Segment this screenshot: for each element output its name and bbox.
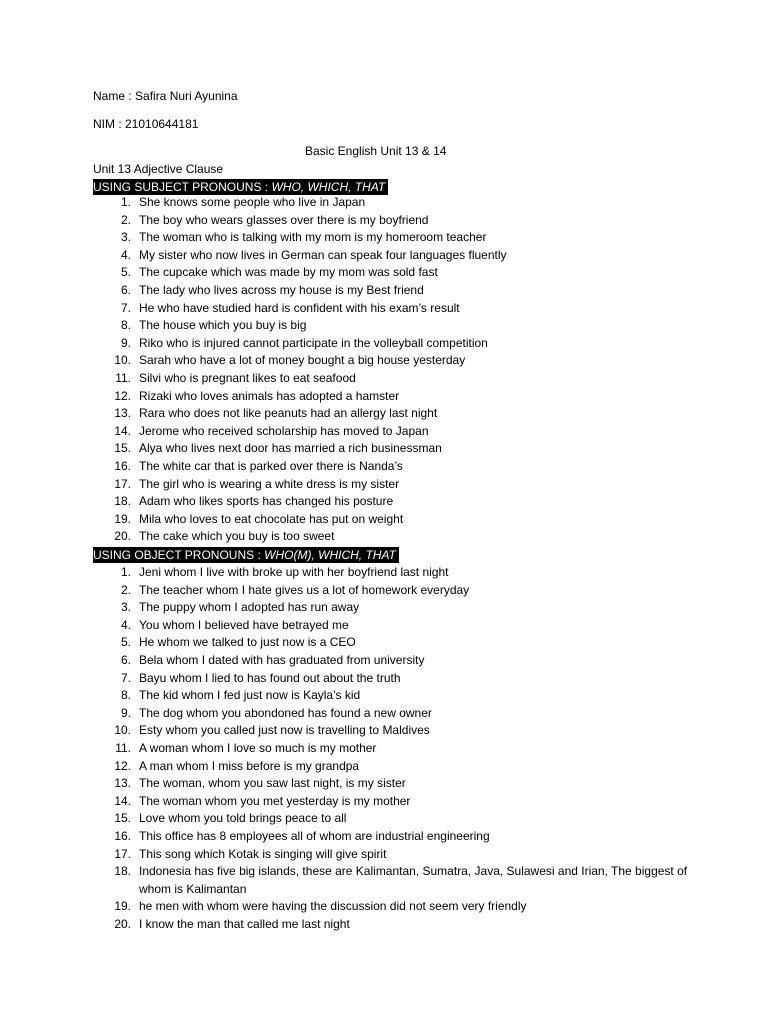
list-item-number: 6.	[120, 282, 131, 297]
list-item-text: Rizaki who loves animals has adopted a hamster	[139, 388, 400, 403]
list-item-number: 11.	[115, 370, 131, 385]
list-item-text: Rara who does not like peanuts had an allergy last night	[139, 406, 438, 421]
list-item-text: Riko who is injured cannot participate in the volleyball competition	[139, 335, 488, 350]
list-item-text: The cupcake which was made by my mom was sold fast	[139, 265, 438, 280]
list-item-number: 19.	[114, 511, 131, 526]
list-item-number: 10.	[114, 353, 131, 368]
list-item-number: 4.	[120, 247, 131, 262]
list-item-number: 10.	[114, 723, 131, 738]
list-item-text: Jerome who received scholarship has moved to Japan	[139, 423, 429, 438]
list-item-number: 13.	[114, 776, 131, 791]
list-item-text: Indonesia has five big islands, these are Kalimantan, Sumatra, Java, Sulawesi and Irian, The biggest of whom is Kalimantan	[139, 864, 688, 896]
list-item-text: He who have studied hard is confident with his exam’s result	[139, 300, 460, 315]
list-item-number: 14.	[114, 793, 131, 808]
list-item-text: Adam who likes sports has changed his posture	[139, 494, 394, 509]
list-item-number: 3.	[120, 230, 131, 245]
list-item-text: The dog whom you abondoned has found a new owner	[139, 705, 432, 720]
list-item-text: Bela whom I dated with has graduated from university	[139, 652, 425, 667]
list-item-number: 9.	[120, 335, 131, 350]
list-item-number: 12.	[114, 758, 131, 773]
list-item-number: 1.	[120, 565, 131, 579]
list-item-number: 18.	[114, 864, 131, 879]
list-item-number: 9.	[120, 705, 131, 720]
list-item-text: The woman who is talking with my mom is my homeroom teacher	[139, 230, 487, 245]
list-item-text: he men with whom were having the discussion did not seem very friendly	[139, 899, 527, 914]
document-title: Basic English Unit 13 & 14	[305, 144, 447, 158]
list-item-text: The house which you buy is big	[139, 318, 307, 333]
list-item-number: 18.	[114, 494, 131, 509]
list-item-text: Mila who loves to eat chocolate has put on weight	[139, 511, 404, 526]
list-item-number: 4.	[120, 617, 131, 632]
list-item-number: 7.	[120, 300, 131, 315]
list-item-text: Alya who lives next door has married a rich businessman	[139, 441, 442, 456]
list-item-number: 15.	[114, 441, 131, 456]
list-item-text: This song which Kotak is singing will give spirit	[139, 846, 387, 861]
list-item-text: The woman, whom you saw last night, is my sister	[139, 776, 406, 791]
object-pronouns-heading-italic: WHO(M), WHICH, THAT	[264, 548, 396, 562]
subject-pronouns-heading-italic: WHO, WHICH, THAT	[271, 180, 386, 194]
list-item-number: 12.	[114, 388, 131, 403]
list-item-number: 20.	[114, 529, 131, 544]
list-item-number: 11.	[115, 740, 131, 755]
list-item-text: Sarah who have a lot of money bought a big house yesterday	[139, 353, 466, 368]
unit-title: Unit 13 Adjective Clause	[93, 162, 224, 176]
list-item-text: This office has 8 employees all of whom are industrial engineering	[139, 828, 490, 843]
list-item-number: 16.	[114, 828, 131, 843]
list-item-number: 16.	[114, 458, 131, 473]
object-pronouns-heading-label: USING OBJECT PRONOUNS :	[93, 548, 265, 562]
list-item-text: You whom I believed have betrayed me	[139, 617, 349, 632]
list-item-text: The teacher whom I hate gives us a lot of homework everyday	[139, 582, 470, 597]
list-item-text: Silvi who is pregnant likes to eat seafood	[139, 370, 356, 385]
list-item-number: 14.	[114, 423, 131, 438]
list-item-number: 1.	[120, 195, 131, 209]
list-item-text: The white car that is parked over there is Nanda’s	[139, 458, 403, 473]
list-item-number: 13.	[114, 406, 131, 421]
list-item-text: Esty whom you called just now is travelling to Maldives	[139, 723, 430, 738]
list-item-number: 15.	[114, 811, 131, 826]
object-pronouns-heading	[93, 547, 399, 563]
list-item-text: The boy who wears glasses over there is my boyfriend	[139, 212, 429, 227]
list-item-number: 5.	[120, 635, 131, 650]
list-item-number: 20.	[114, 916, 131, 931]
list-item-text: Jeni whom I live with broke up with her boyfriend last night	[139, 565, 449, 579]
list-item-text: The puppy whom I adopted has run away	[139, 600, 360, 615]
list-item-number: 17.	[114, 846, 131, 861]
list-item-number: 2.	[120, 582, 131, 597]
subject-pronouns-heading-label: USING SUBJECT PRONOUNS :	[93, 180, 272, 194]
list-item-number: 3.	[120, 600, 131, 615]
list-item-text: She knows some people who live in Japan	[139, 195, 366, 209]
list-item-number: 17.	[114, 476, 131, 491]
list-item-number: 2.	[120, 212, 131, 227]
list-item-number: 8.	[120, 688, 131, 703]
list-item-text: I know the man that called me last night	[139, 916, 350, 931]
list-item-number: 19.	[114, 899, 131, 914]
list-item-text: My sister who now lives in German can speak four languages fluently	[139, 247, 507, 262]
list-item-text: Bayu whom I lied to has found out about the truth	[139, 670, 401, 685]
list-item-number: 7.	[120, 670, 131, 685]
list-item-text: He whom we talked to just now is a CEO	[139, 635, 356, 650]
list-item-text: The cake which you buy is too sweet	[139, 529, 335, 544]
list-item-text: The lady who lives across my house is my Best friend	[139, 282, 424, 297]
list-item-text: A woman whom I love so much is my mother	[139, 740, 377, 755]
list-item-text: Love whom you told brings peace to all	[139, 811, 347, 826]
list-item-number: 8.	[120, 318, 131, 333]
list-item-number: 5.	[120, 265, 131, 280]
list-item-text: The kid whom I fed just now is Kayla’s kid	[139, 688, 361, 703]
list-item-text: The girl who is wearing a white dress is my sister	[139, 476, 400, 491]
subject-pronouns-heading	[93, 179, 388, 195]
list-item-number: 6.	[120, 652, 131, 667]
student-nim: NIM : 21010644181	[93, 117, 199, 131]
list-item-text: The woman whom you met yesterday is my mother	[139, 793, 411, 808]
student-name: Name : Safira Nuri Ayunina	[93, 89, 238, 103]
list-item-text: A man whom I miss before is my grandpa	[139, 758, 360, 773]
